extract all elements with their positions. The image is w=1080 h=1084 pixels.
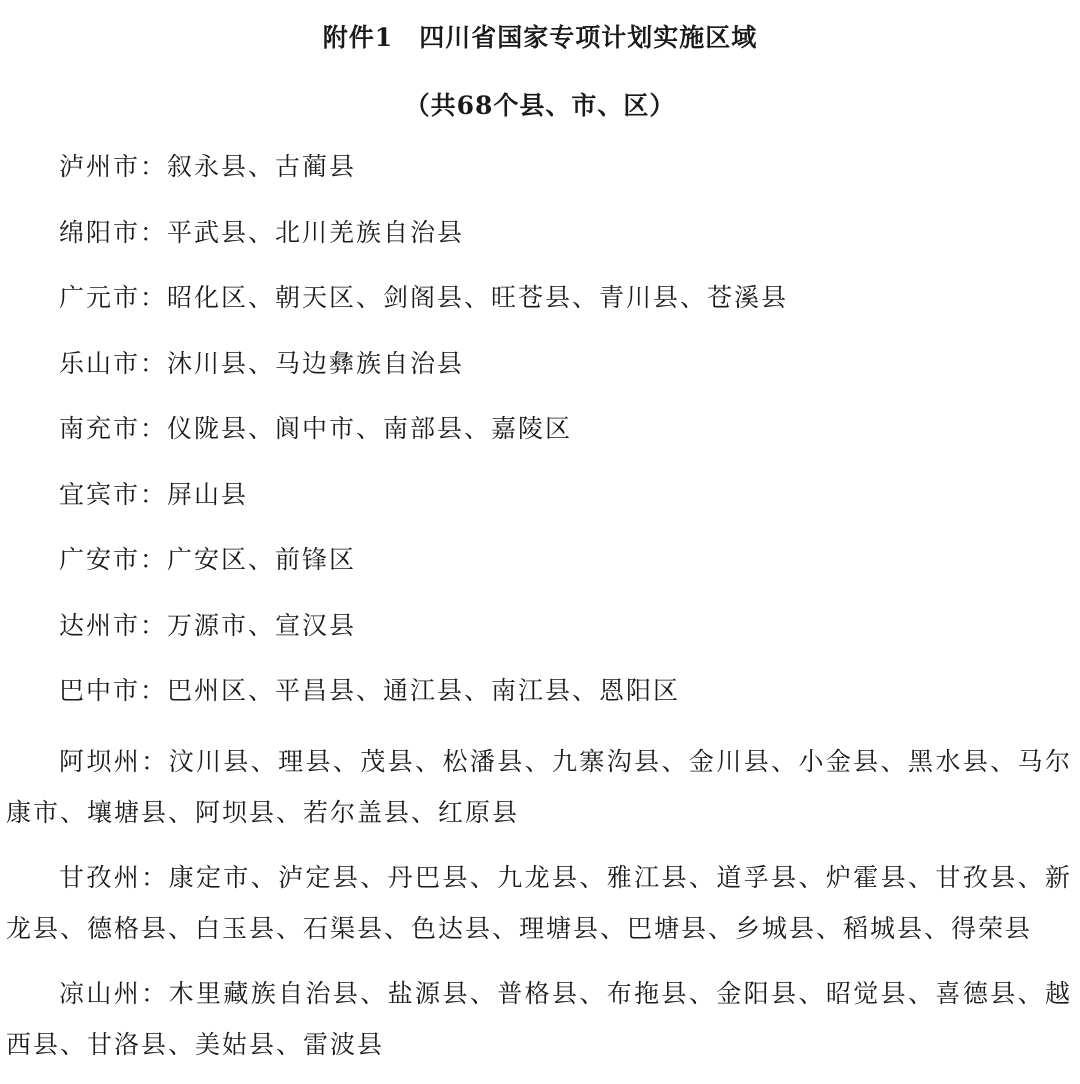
- region-entry-guangyuan: [6, 277, 1072, 319]
- city-name: 巴中市：: [59, 676, 168, 705]
- city-name: 阿坝州：: [59, 746, 169, 776]
- county-list: 康定市、泸定县、丹巴县、九龙县、雅江县、道孚县、炉霍县、甘孜县、新龙县、德格县、白玉县、石渠县、色达县、理塘县、巴塘县、乡城县、稻城县、得荣县: [6, 862, 1072, 943]
- city-name: 乐山市：: [59, 348, 168, 378]
- document-subtitle: （共68个县、市、区）: [404, 91, 676, 120]
- city-name: 泸州市：: [59, 152, 168, 181]
- county-list: 汶川县、理县、茂县、松潘县、九寨沟县、金川县、小金县、黑水县、马尔康市、壤塘县、阿坝县、若尔盖县、红原县: [6, 746, 1072, 827]
- county-list: 平武县、北川羌族自治县: [167, 217, 465, 247]
- county-list: 叙永县、古蔺县: [167, 152, 357, 181]
- county-list: 沐川县、马边彝族自治县: [167, 348, 465, 378]
- county-list: 木里藏族自治县、盐源县、普格县、布拖县、金阳县、昭觉县、喜德县、越西县、甘洛县、美姑县、雷波县: [6, 978, 1072, 1059]
- region-entry-luzhou: [6, 146, 1072, 188]
- city-name: 广安市：: [59, 545, 168, 574]
- region-entry-yibin: [6, 474, 1072, 516]
- region-entry-aba: [6, 736, 1072, 838]
- region-entry-leshan: [6, 343, 1072, 385]
- county-list: 昭化区、朝天区、剑阁县、旺苍县、青川县、苍溪县: [167, 283, 789, 312]
- region-entry-ganzi: [6, 852, 1072, 954]
- county-list: 仪陇县、阆中市、南部县、嘉陵区: [167, 414, 573, 443]
- city-name: 达州市：: [59, 610, 168, 640]
- region-list: [6, 146, 1072, 1084]
- city-name: 甘孜州：: [59, 862, 169, 892]
- region-entry-bazhong: [6, 670, 1072, 712]
- region-entry-mianyang: [6, 212, 1072, 254]
- county-list: 万源市、宣汉县: [167, 610, 357, 640]
- city-name: 广元市：: [59, 283, 168, 312]
- county-list: 屏山县: [167, 479, 249, 509]
- city-name: 凉山州：: [59, 978, 169, 1008]
- region-entry-liangshan: [6, 968, 1072, 1070]
- region-entry-guangan: [6, 539, 1072, 581]
- city-name: 南充市：: [59, 414, 168, 443]
- city-name: 宜宾市：: [59, 479, 168, 509]
- document-title: 附件1 四川省国家专项计划实施区域: [322, 23, 758, 52]
- county-list: 广安区、前锋区: [167, 545, 357, 574]
- region-entry-nanchong: [6, 408, 1072, 450]
- region-entry-dazhou: [6, 605, 1072, 647]
- city-name: 绵阳市：: [59, 217, 168, 247]
- county-list: 巴州区、平昌县、通江县、南江县、恩阳区: [167, 676, 681, 705]
